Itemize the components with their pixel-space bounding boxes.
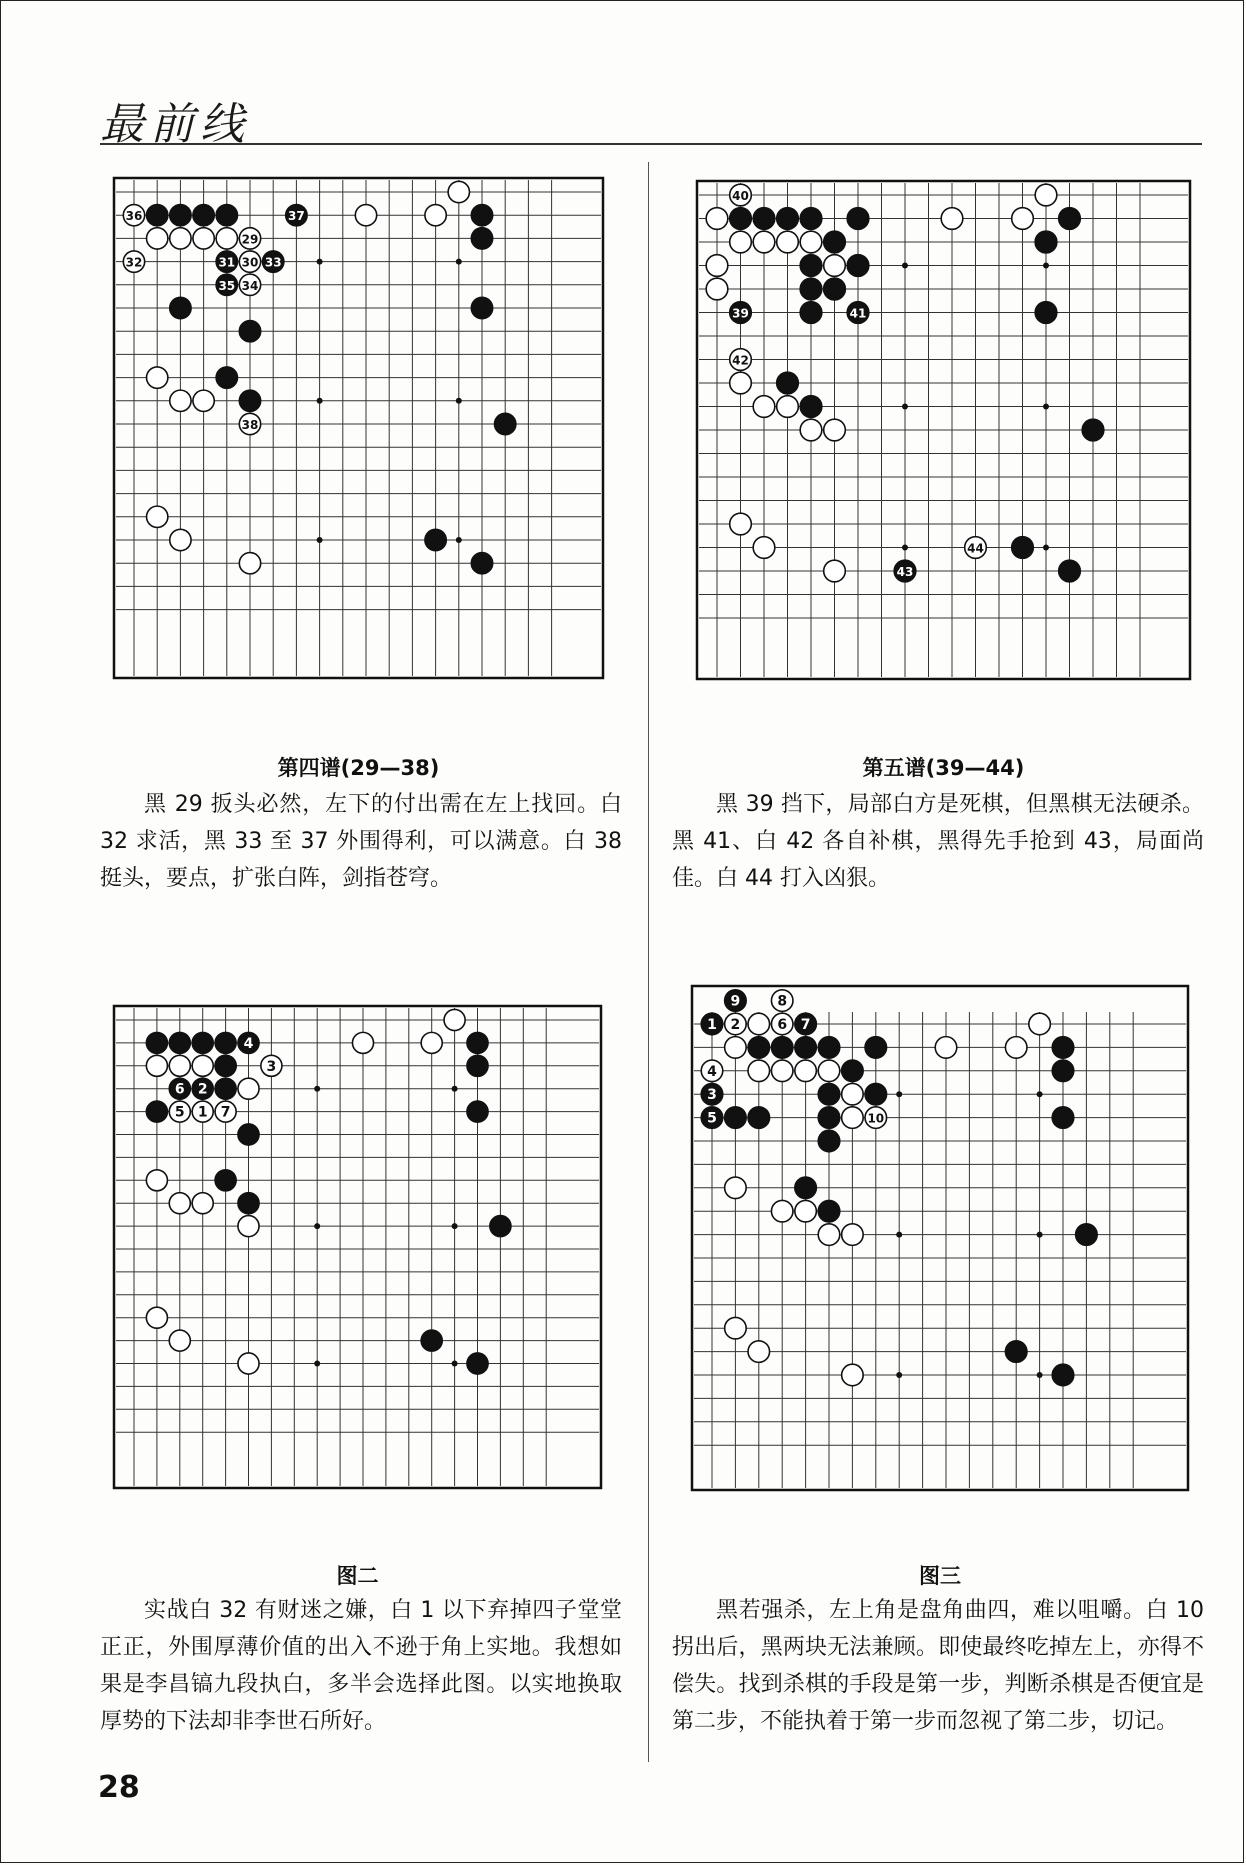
diagram-5-caption: 黑 39 挡下，局部白方是死棋，但黑棋无法硬杀。黑 41、白 42 各自补棋，黑得先手抢到 43，局面尚佳。白 44 打入凶狠。: [672, 792, 1204, 891]
white-stone: [771, 1013, 793, 1035]
black-stone: [421, 1330, 442, 1351]
white-stone: [730, 349, 752, 371]
black-stone: [800, 278, 822, 300]
black-stone: [238, 1193, 259, 1214]
board-border: [114, 1006, 601, 1488]
black-stone: [865, 1037, 887, 1059]
white-stone: [1005, 1037, 1027, 1059]
white-stone: [170, 529, 191, 550]
go-board-diagram-5: [695, 173, 1192, 681]
black-stone: [471, 228, 492, 249]
white-stone: [725, 1177, 747, 1199]
star-point: [1037, 1232, 1043, 1238]
move-number-label: 5: [707, 1110, 717, 1127]
black-stone: [238, 1124, 259, 1145]
move-number-label: 3: [707, 1087, 717, 1104]
black-stone: [239, 321, 260, 342]
white-stone: [777, 396, 799, 418]
move-number-label: 34: [241, 278, 259, 293]
black-stone: [192, 1078, 213, 1099]
star-point: [1043, 404, 1049, 410]
white-stone: [941, 208, 963, 230]
star-point: [1043, 263, 1049, 269]
black-stone: [842, 1060, 864, 1082]
white-stone: [777, 231, 799, 253]
move-number-label: 32: [125, 255, 143, 270]
white-stone: [238, 1078, 259, 1099]
black-stone: [1052, 1364, 1074, 1386]
move-number-label: 4: [707, 1063, 717, 1080]
move-number-label: 42: [732, 353, 749, 368]
move-number-label: 6: [777, 1017, 788, 1033]
white-stone: [842, 1364, 864, 1386]
black-stone: [471, 553, 492, 574]
white-stone: [753, 396, 775, 418]
black-stone: [818, 1200, 840, 1222]
move-number-label: 1: [707, 1017, 717, 1033]
white-stone: [193, 390, 214, 411]
white-stone: [824, 560, 846, 582]
black-stone: [490, 1216, 511, 1237]
star-point: [317, 259, 323, 265]
move-number-label: 36: [125, 209, 143, 224]
move-number-label: 6: [174, 1081, 185, 1098]
black-stone: [216, 251, 237, 272]
black-stone: [193, 205, 214, 226]
white-stone: [444, 1009, 465, 1030]
white-stone: [239, 228, 260, 249]
black-stone: [215, 1032, 236, 1053]
black-stone: [239, 390, 260, 411]
white-stone: [193, 228, 214, 249]
white-stone: [725, 1037, 747, 1059]
white-stone: [725, 1317, 747, 1339]
star-point: [314, 1223, 320, 1229]
white-stone: [169, 1101, 190, 1122]
white-stone: [865, 1107, 887, 1129]
white-stone: [730, 231, 752, 253]
black-stone: [894, 560, 916, 582]
white-stone: [795, 1060, 817, 1082]
black-stone: [1059, 560, 1081, 582]
board-border: [114, 178, 603, 678]
black-stone: [748, 1107, 770, 1129]
move-number-label: 1: [197, 1104, 208, 1121]
move-number-label: 40: [732, 189, 749, 203]
black-stone: [467, 1101, 488, 1122]
move-number-label: 41: [849, 306, 867, 321]
white-stone: [169, 1055, 190, 1076]
move-number-label: 33: [264, 255, 282, 270]
white-stone: [425, 205, 446, 226]
figure-3-caption: 黑若强杀，左上角是盘角曲四，难以咀嚼。白 10 拐出后，黑两块无法兼顾。即使最终吃掉左上，亦得不偿失。找到杀棋的手段是第一步，判断杀棋是否便宜是第二步，不能执着于第一步而忽视了第二步，切记。: [672, 1598, 1204, 1734]
black-stone: [847, 255, 869, 277]
diagram-4-title: 第四谱(29—38): [277, 756, 440, 780]
black-stone: [467, 1055, 488, 1076]
board-grid: [694, 1012, 1186, 1488]
white-stone: [192, 1193, 213, 1214]
white-stone: [800, 231, 822, 253]
black-stone: [471, 205, 492, 226]
black-stone: [1005, 1341, 1027, 1363]
move-number-label: 29: [241, 232, 259, 247]
white-stone: [818, 1224, 840, 1246]
star-point: [1037, 1091, 1043, 1097]
black-stone: [725, 1107, 747, 1129]
star-point: [314, 1361, 320, 1367]
white-stone: [748, 1341, 770, 1363]
white-stone: [771, 1060, 793, 1082]
black-stone: [818, 1107, 840, 1129]
black-stone: [467, 1353, 488, 1374]
white-stone: [701, 1060, 723, 1082]
white-stone: [965, 537, 987, 559]
black-stone: [425, 529, 446, 550]
white-stone: [771, 990, 793, 1012]
black-stone: [1076, 1224, 1098, 1246]
board-grid: [116, 1008, 599, 1486]
move-number-label: 43: [896, 565, 914, 579]
black-stone: [730, 208, 752, 230]
white-stone: [239, 251, 260, 272]
black-stone: [1012, 537, 1034, 559]
white-stone: [842, 1107, 864, 1129]
white-stone: [170, 228, 191, 249]
star-point: [902, 545, 908, 551]
white-stone: [421, 1032, 442, 1053]
white-stone: [123, 205, 144, 226]
board-grid: [699, 183, 1188, 677]
black-stone: [286, 205, 307, 226]
white-stone: [1035, 184, 1057, 206]
star-point: [896, 1091, 902, 1097]
move-number-label: 5: [174, 1104, 185, 1121]
black-stone: [215, 1055, 236, 1076]
white-stone: [730, 513, 752, 535]
white-stone: [261, 1055, 282, 1076]
black-stone: [777, 208, 799, 230]
move-number-label: 30: [241, 255, 259, 270]
black-stone: [847, 208, 869, 230]
black-stone: [800, 302, 822, 324]
star-point: [896, 1232, 902, 1238]
move-number-label: 2: [197, 1081, 208, 1098]
white-stone: [192, 1055, 213, 1076]
star-point: [317, 537, 323, 543]
header-rule: [100, 143, 1202, 145]
black-stone: [495, 413, 516, 434]
black-stone: [795, 1013, 817, 1035]
move-number-label: 37: [288, 209, 305, 224]
white-stone: [935, 1037, 957, 1059]
black-stone: [824, 231, 846, 253]
black-stone: [865, 1083, 887, 1105]
board-grid: [116, 180, 601, 676]
black-stone: [1082, 419, 1104, 441]
move-number-label: 9: [730, 993, 741, 1010]
black-stone: [467, 1032, 488, 1053]
white-stone: [146, 1307, 167, 1328]
white-stone: [147, 228, 168, 249]
black-stone: [169, 1032, 190, 1053]
white-stone: [169, 1330, 190, 1351]
star-point: [1037, 1372, 1043, 1378]
black-stone: [800, 208, 822, 230]
black-stone: [753, 208, 775, 230]
move-number-label: 4: [243, 1035, 254, 1052]
figure-2-title: 图二: [336, 1564, 379, 1588]
white-stone: [753, 231, 775, 253]
black-stone: [215, 1170, 236, 1191]
white-stone: [771, 1200, 793, 1222]
move-number-label: 7: [800, 1017, 811, 1033]
white-stone: [842, 1083, 864, 1105]
black-stone: [170, 205, 191, 226]
white-stone: [706, 255, 728, 277]
white-stone: [824, 255, 846, 277]
white-stone: [818, 1060, 840, 1082]
black-stone: [192, 1032, 213, 1053]
move-number-label: 39: [732, 306, 749, 321]
white-stone: [725, 1013, 747, 1035]
white-stone: [169, 1193, 190, 1214]
black-stone: [748, 1037, 770, 1059]
black-stone: [847, 302, 869, 324]
star-point: [314, 1086, 320, 1092]
white-stone: [824, 419, 846, 441]
black-stone: [800, 255, 822, 277]
black-stone: [701, 1107, 723, 1129]
white-stone: [215, 1101, 236, 1122]
black-stone: [146, 1101, 167, 1122]
black-stone: [795, 1177, 817, 1199]
black-stone: [169, 1078, 190, 1099]
white-stone: [146, 1055, 167, 1076]
black-stone: [1052, 1037, 1074, 1059]
white-stone: [448, 181, 469, 202]
white-stone: [748, 1013, 770, 1035]
move-number-label: 2: [730, 1017, 741, 1033]
move-number-label: 10: [867, 1111, 885, 1126]
star-point: [896, 1372, 902, 1378]
white-stone: [748, 1060, 770, 1082]
black-stone: [777, 372, 799, 394]
white-stone: [730, 372, 752, 394]
white-stone: [842, 1224, 864, 1246]
star-point: [456, 259, 462, 265]
white-stone: [170, 390, 191, 411]
move-number-label: 44: [967, 541, 984, 556]
figure-3-title: 图三: [919, 1564, 961, 1588]
move-number-label: 7: [220, 1104, 231, 1121]
black-stone: [263, 251, 284, 272]
black-stone: [818, 1130, 840, 1152]
white-stone: [192, 1101, 213, 1122]
white-stone: [706, 208, 728, 230]
column-divider: [648, 162, 649, 1762]
black-stone: [795, 1037, 817, 1059]
white-stone: [238, 1353, 259, 1374]
white-stone: [146, 1170, 167, 1191]
black-stone: [701, 1013, 723, 1035]
black-stone: [147, 205, 168, 226]
black-stone: [824, 278, 846, 300]
board-border: [692, 986, 1188, 1490]
go-board-figure-2: [112, 998, 603, 1490]
page-number: 28: [98, 1770, 140, 1805]
white-stone: [147, 506, 168, 527]
black-stone: [800, 396, 822, 418]
white-stone: [147, 367, 168, 388]
move-number-label: 35: [218, 278, 236, 293]
black-stone: [730, 302, 752, 324]
white-stone: [239, 553, 260, 574]
move-number-label: 31: [218, 255, 236, 270]
white-stone: [123, 251, 144, 272]
white-stone: [239, 413, 260, 434]
star-point: [1043, 545, 1049, 551]
white-stone: [355, 205, 376, 226]
black-stone: [471, 297, 492, 318]
white-stone: [239, 274, 260, 295]
diagram-5-title: 第五谱(39—44): [862, 756, 1025, 780]
star-point: [902, 404, 908, 410]
black-stone: [818, 1083, 840, 1105]
page-header-title: 最前线: [100, 99, 250, 150]
star-point: [317, 398, 323, 404]
move-number-label: 38: [241, 418, 259, 432]
go-board-figure-3: [690, 980, 1190, 1492]
star-point: [452, 1361, 458, 1367]
black-stone: [1052, 1060, 1074, 1082]
black-stone: [216, 367, 237, 388]
black-stone: [1035, 231, 1057, 253]
white-stone: [1012, 208, 1034, 230]
black-stone: [146, 1032, 167, 1053]
black-stone: [771, 1037, 793, 1059]
white-stone: [730, 184, 752, 206]
star-point: [456, 537, 462, 543]
star-point: [902, 263, 908, 269]
black-stone: [725, 990, 747, 1012]
star-point: [456, 398, 462, 404]
white-stone: [795, 1200, 817, 1222]
move-number-label: 8: [777, 993, 788, 1010]
move-number-label: 3: [266, 1058, 277, 1075]
white-stone: [1029, 1013, 1051, 1035]
black-stone: [1035, 302, 1057, 324]
star-point: [452, 1223, 458, 1229]
black-stone: [238, 1032, 259, 1053]
black-stone: [818, 1037, 840, 1059]
white-stone: [800, 419, 822, 441]
star-point: [452, 1086, 458, 1092]
black-stone: [170, 297, 191, 318]
white-stone: [706, 278, 728, 300]
black-stone: [215, 1078, 236, 1099]
black-stone: [216, 274, 237, 295]
white-stone: [753, 537, 775, 559]
black-stone: [216, 205, 237, 226]
diagram-4-caption: 黑 29 扳头必然，左下的付出需在左上找回。白 32 求活，黑 33 至 37 外围得利，可以满意。白 38 挺头，要点，扩张白阵，剑指苍穹。: [100, 792, 622, 891]
white-stone: [216, 228, 237, 249]
white-stone: [238, 1216, 259, 1237]
black-stone: [701, 1083, 723, 1105]
white-stone: [352, 1032, 373, 1053]
figure-2-caption: 实战白 32 有财迷之嫌，白 1 以下弃掉四子堂堂正正，外围厚薄价值的出入不逊于角上实地。我想如果是李昌镐九段执白，多半会选择此图。以实地换取厚势的下法却非李世石所好。: [100, 1598, 622, 1734]
black-stone: [1052, 1107, 1074, 1129]
go-board-diagram-4: [112, 170, 605, 680]
black-stone: [1059, 208, 1081, 230]
